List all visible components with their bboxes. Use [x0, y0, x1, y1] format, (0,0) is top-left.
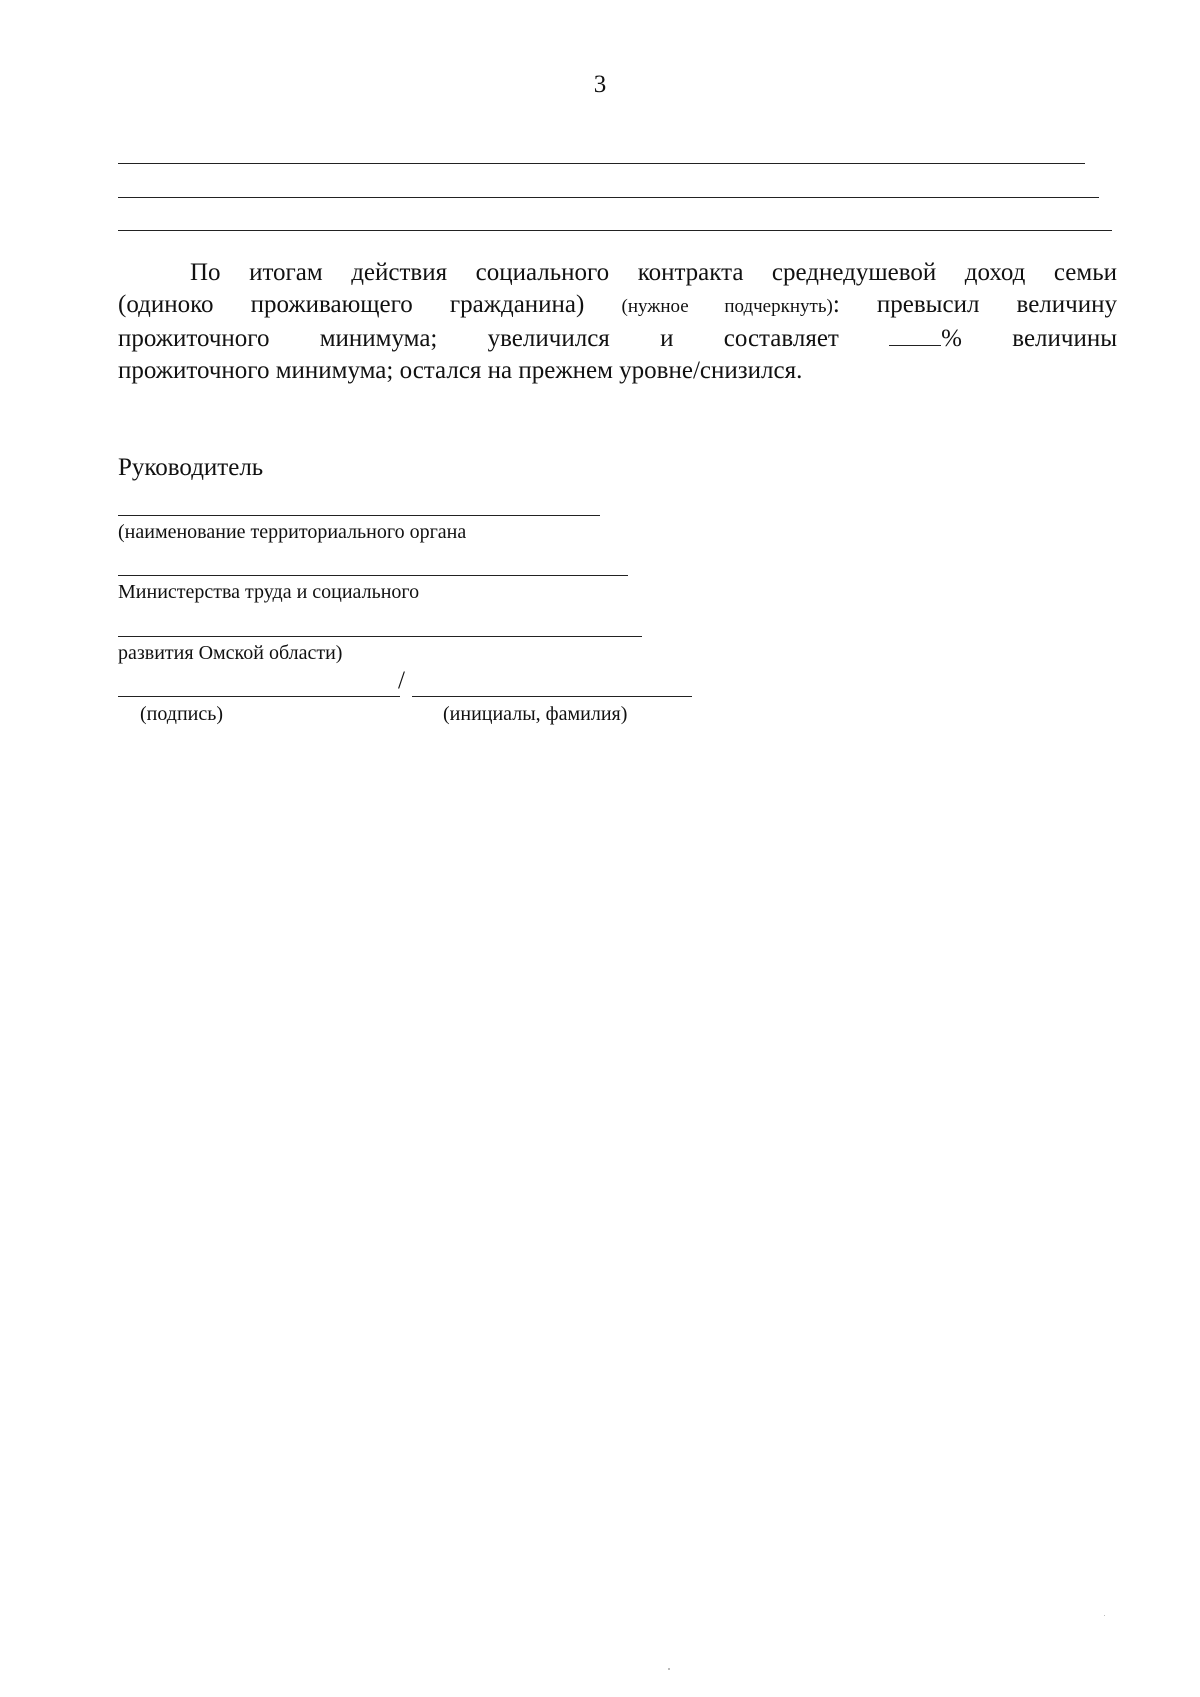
org-caption-2: Министерства труда и социального: [118, 581, 420, 603]
org-name-line-2: [118, 575, 628, 576]
paragraph-line-3-end: величины: [1012, 325, 1118, 352]
paragraph-line-2-start: (одиноко проживающего гражданина): [118, 291, 585, 318]
blank-fill-line-1: [118, 163, 1085, 164]
percent-sign: %: [941, 325, 962, 352]
scan-speck: [668, 1668, 670, 1670]
paragraph-line-3-start: прожиточного минимума; увеличился и составляет: [118, 325, 839, 352]
percent-blank-field: [889, 325, 941, 346]
head-title: Руководитель: [118, 454, 264, 481]
org-caption-1: (наименование территориального органа: [118, 521, 467, 543]
paragraph-line-2: [118, 289, 1117, 323]
result-paragraph: [118, 257, 1117, 387]
page-number: 3: [593, 71, 607, 98]
signature-line: [118, 696, 400, 697]
org-name-line-3: [118, 636, 642, 637]
signature-separator: /: [398, 667, 405, 694]
scan-speck: [1104, 1615, 1105, 1616]
org-name-line-1: [118, 515, 600, 516]
paragraph-line-4: прожиточного минимума; остался на прежнем уровне/снизился.: [118, 357, 803, 384]
org-caption-3: развития Омской области): [118, 642, 343, 664]
signature-caption: (подпись): [140, 703, 224, 725]
blank-fill-line-2: [118, 197, 1099, 198]
paragraph-line-1: По итогам действия социального контракта среднедушевой доход семьи: [190, 259, 1117, 286]
paragraph-line-2-end: : превысил величину: [832, 291, 1117, 318]
underline-instruction-note: (нужное подчеркнуть): [621, 296, 833, 317]
name-caption: (инициалы, фамилия): [443, 703, 628, 725]
paragraph-line-3: [118, 323, 1117, 355]
name-line: [412, 696, 692, 697]
blank-fill-line-3: [118, 230, 1112, 231]
